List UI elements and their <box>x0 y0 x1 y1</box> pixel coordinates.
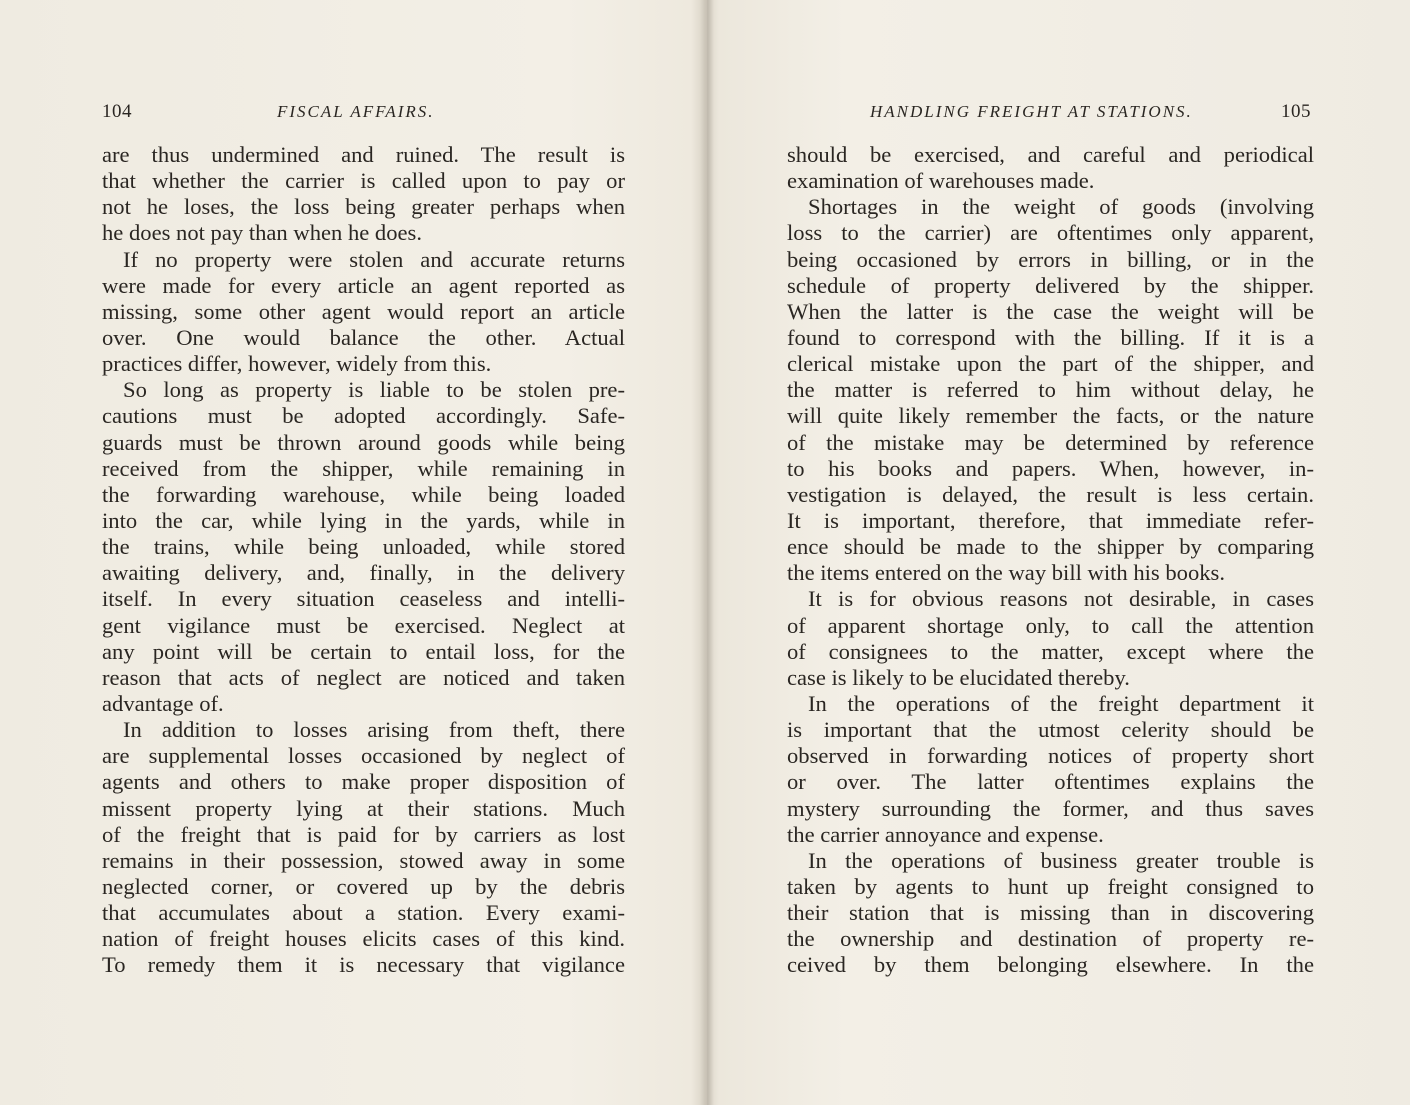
text-line: found to correspond with the billing. If it is a <box>787 324 1314 350</box>
text-line: In the operations of business greater trouble is <box>808 847 1314 873</box>
text-line: their station that is missing than in discovering <box>787 900 1314 926</box>
text-line: If no property were stolen and accurate returns <box>123 246 625 272</box>
left-page-number: 104 <box>102 101 132 122</box>
text-line: schedule of property delivered by the shipper. <box>787 272 1314 298</box>
text-line: mystery surrounding the former, and thus saves <box>787 795 1314 821</box>
text-line: vestigation is delayed, the result is less certain. <box>787 481 1314 507</box>
text-line: neglected corner, or covered up by the debris <box>102 873 625 899</box>
text-line: agents and others to make proper disposition of <box>102 769 625 795</box>
text-line: being occasioned by errors in billing, or in the <box>787 246 1314 272</box>
text-line: practices differ, however, widely from this. <box>102 351 492 377</box>
text-line: the matter is referred to him without delay, he <box>787 377 1314 403</box>
text-line: ence should be made to the shipper by comparing <box>787 534 1314 560</box>
text-line: are supplemental losses occasioned by neglect of <box>102 743 625 769</box>
text-line: clerical mistake upon the part of the shipper, and <box>787 351 1314 377</box>
text-line: In addition to losses arising from theft, there <box>123 717 625 743</box>
text-line: that accumulates about a station. Every exami- <box>102 900 625 926</box>
text-line: missent property lying at their stations. Much <box>102 795 625 821</box>
text-line: reason that acts of neglect are noticed and taken <box>102 664 625 690</box>
text-line: over. One would balance the other. Actual <box>102 324 625 350</box>
text-line: the items entered on the way bill with his books. <box>787 560 1225 586</box>
right-page-header <box>787 98 1311 126</box>
text-line: of the mistake may be determined by reference <box>787 429 1314 455</box>
left-page-header <box>102 98 625 126</box>
text-line: should be exercised, and careful and periodical <box>787 142 1314 167</box>
text-line: Shortages in the weight of goods (involving <box>808 194 1314 220</box>
text-line: to his books and papers. When, however, in- <box>787 455 1314 481</box>
text-line: itself. In every situation ceaseless and intelli- <box>102 586 625 612</box>
text-line: that whether the carrier is called upon to pay or <box>102 168 625 194</box>
text-line: of the freight that is paid for by carriers as lost <box>102 821 625 847</box>
text-line: taken by agents to hunt up freight consigned to <box>787 873 1314 899</box>
text-line: awaiting delivery, and, finally, in the delivery <box>102 560 625 586</box>
text-line: gent vigilance must be exercised. Neglect at <box>102 612 625 638</box>
text-line: remains in their possession, stowed away in some <box>102 847 625 873</box>
text-line: is important that the utmost celerity should be <box>787 717 1314 743</box>
text-line: examination of warehouses made. <box>787 168 1095 194</box>
text-line: case is likely to be elucidated thereby. <box>787 664 1130 690</box>
right-page <box>705 0 1410 1105</box>
text-line: the forwarding warehouse, while being loaded <box>102 481 625 507</box>
text-line: It is important, therefore, that immediate refer- <box>787 507 1314 533</box>
text-line: advantage of. <box>102 690 224 716</box>
text-line: It is for obvious reasons not desirable, in cases <box>808 586 1314 612</box>
left-page-body <box>102 142 625 979</box>
right-page-body <box>787 142 1314 979</box>
right-running-head: HANDLING FREIGHT AT STATIONS. <box>870 102 1193 121</box>
text-line: of apparent shortage only, to call the attention <box>787 612 1314 638</box>
text-line: of consignees to the matter, except where the <box>787 638 1314 664</box>
right-page-number: 105 <box>1281 101 1311 122</box>
text-line: loss to the carrier) are oftentimes only apparent, <box>787 220 1314 246</box>
text-line: any point will be certain to entail loss, for the <box>102 638 625 664</box>
text-line: guards must be thrown around goods while being <box>102 429 625 455</box>
text-line: nation of freight houses elicits cases of this kind. <box>102 926 625 952</box>
text-line: received from the shipper, while remaining in <box>102 455 625 481</box>
text-line: or over. The latter oftentimes explains the <box>787 769 1314 795</box>
text-line: not he loses, the loss being greater perhaps when <box>102 194 625 220</box>
text-line: will quite likely remember the facts, or the nature <box>787 403 1314 429</box>
text-line: the trains, while being unloaded, while stored <box>102 534 625 560</box>
text-line: are thus undermined and ruined. The result is <box>102 142 625 167</box>
text-line: were made for every article an agent reported as <box>102 272 625 298</box>
text-line: In the operations of the freight department it <box>808 690 1314 716</box>
text-line: the ownership and destination of property re- <box>787 926 1314 952</box>
text-line: missing, some other agent would report an article <box>102 298 625 324</box>
text-line: When the latter is the case the weight will be <box>787 298 1314 324</box>
text-line: So long as property is liable to be stolen pre- <box>123 377 625 403</box>
text-line: cautions must be adopted accordingly. Safe- <box>102 403 625 429</box>
text-line: he does not pay than when he does. <box>102 220 422 246</box>
text-line: into the car, while lying in the yards, while in <box>102 507 625 533</box>
text-line: observed in forwarding notices of property short <box>787 743 1314 769</box>
text-line: the carrier annoyance and expense. <box>787 821 1104 847</box>
left-running-head: FISCAL AFFAIRS. <box>277 102 435 121</box>
text-line: ceived by them belonging elsewhere. In the <box>787 952 1314 978</box>
text-line: To remedy them it is necessary that vigilance <box>102 952 625 978</box>
